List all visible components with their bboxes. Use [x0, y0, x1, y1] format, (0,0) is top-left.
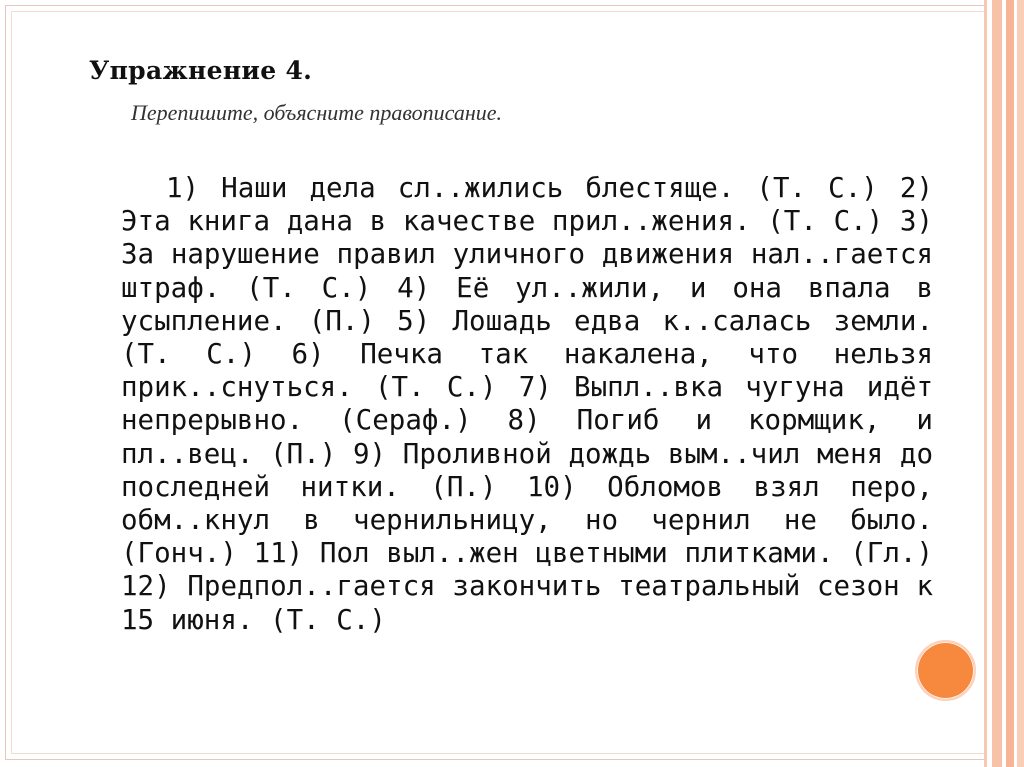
- exercise-title: Упражнение 4.: [89, 56, 313, 85]
- orange-circle-decoration: [915, 640, 976, 701]
- exercise-instruction: Перепишите, объясните правописание.: [131, 100, 503, 125]
- exercise-sentences: 1) Наши дела сл..жились блестяще. (Т. С.) 2) Эта книга дана в качестве прил..жения. (Т. С.) 3) За нарушение правил уличного движения нал..гается штраф. (Т. С.) 4) Её ул..жили, и она впала в усыпление. (П.) 5) Лошадь едва к..салась земли. (Т. С.) 6) Печка так накалена, что нельзя прик..снуться. (Т. С.) 7) Выпл..вка чугуна идёт непрерывно. (Сераф.) 8) Погиб и кормщик, и пл..вец. (П.) 9) Проливной дождь вым..чил меня до последней нитки. (П.) 10) Обломов взял перо, обм..кнул в чернильницу, но чернил не было. (Гонч.) 11) Пол выл..жен цветными плитками. (Гл.) 12) Предпол..гается закончить театральный сезон к 15 июня. (Т. С.): [121, 172, 933, 636]
- decorative-stripes: [984, 0, 1024, 767]
